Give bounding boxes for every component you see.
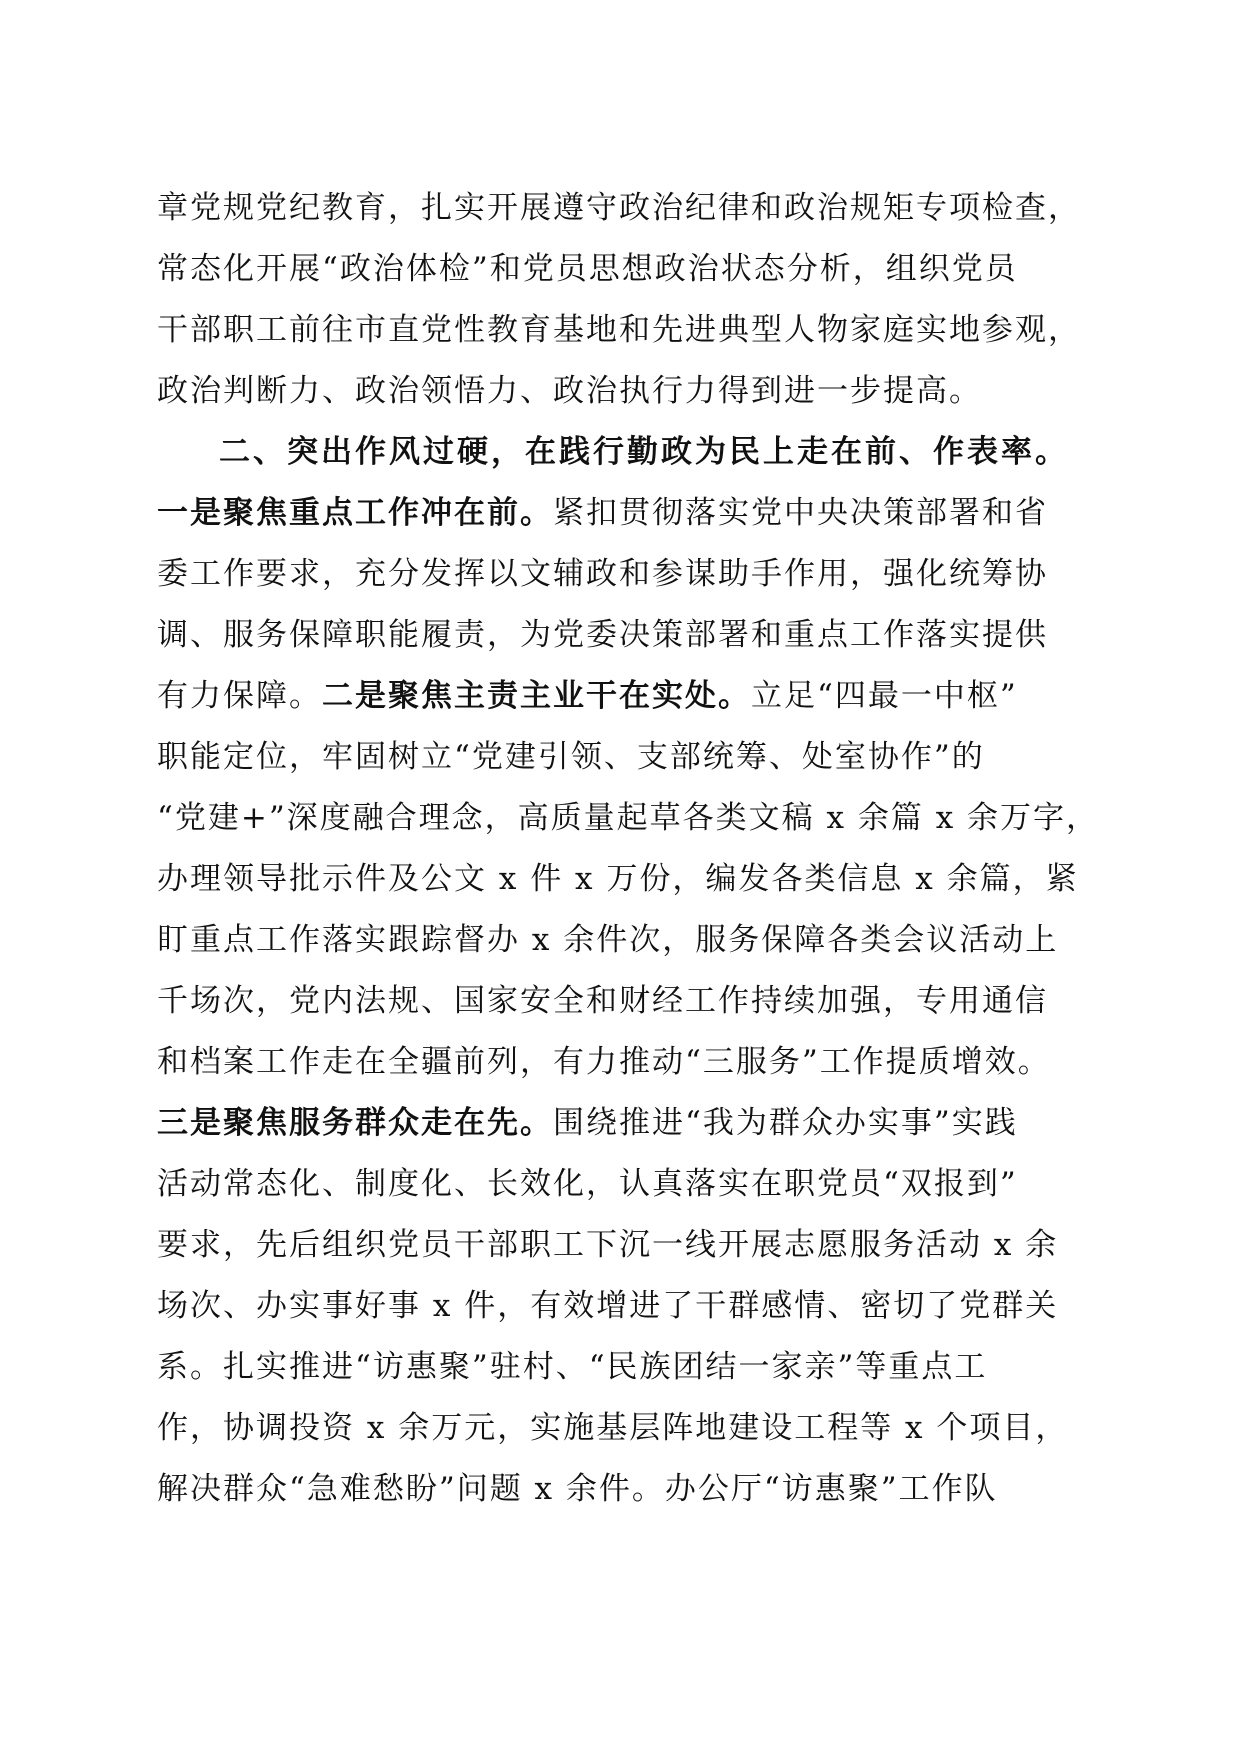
text-run: 调、服务保障职能履责，为党委决策部署和重点工作落实提供	[157, 617, 1048, 653]
text-line	[157, 1337, 1097, 1398]
text-line	[157, 1276, 1097, 1337]
text-run: 政治判断力、政治领悟力、政治执行力得到进一步提高。	[157, 373, 982, 409]
text-line	[157, 361, 1097, 422]
text-run: 常态化开展“政治体检”和党员思想政治状态分析，组织党员	[157, 251, 1018, 287]
text-run: 干部职工前往市直党性教育基地和先进典型人物家庭实地参观，	[157, 312, 1081, 348]
text-line	[157, 605, 1097, 666]
text-run: 章党规党纪教育，扎实开展遵守政治纪律和政治规矩专项检查，	[157, 190, 1081, 226]
text-line	[157, 178, 1097, 239]
text-run: 办理领导批示件及公文 x 件 x 万份，编发各类信息 x 余篇，紧	[157, 861, 1079, 897]
text-run: 场次、办实事好事 x 件，有效增进了干群感情、密切了党群关	[157, 1288, 1059, 1324]
text-line	[157, 1093, 1097, 1154]
text-run: 围绕推进“我为群众办实事”实践	[553, 1105, 1018, 1141]
text-run: 要求，先后组织党员干部职工下沉一线开展志愿服务活动 x 余	[157, 1227, 1059, 1263]
text-line	[157, 300, 1097, 361]
text-line	[157, 788, 1100, 849]
text-line	[157, 483, 1097, 544]
text-run: 活动常态化、制度化、长效化，认真落实在职党员“双报到”	[157, 1166, 1018, 1202]
text-line	[157, 666, 1097, 727]
text-run: 解决群众“急难愁盼”问题 x 余件。办公厅“访惠聚”工作队	[157, 1471, 998, 1507]
text-run: 紧扣贯彻落实党中央决策部署和省	[553, 495, 1048, 531]
text-run: 作，协调投资 x 余万元，实施基层阵地建设工程等 x 个项目，	[157, 1410, 1069, 1446]
text-line	[157, 544, 1097, 605]
text-line	[157, 910, 1097, 971]
text-line	[157, 971, 1097, 1032]
bold-subheading: 一是聚焦重点工作冲在前。	[157, 495, 553, 531]
body-text	[157, 178, 1100, 1520]
text-run: 系。扎实推进“访惠聚”驻村、“民族团结一家亲”等重点工	[157, 1349, 988, 1385]
section-heading	[157, 422, 1097, 483]
text-line	[157, 1032, 1097, 1093]
text-run: 有力保障。	[157, 678, 322, 714]
text-run: 立足“四最一中枢”	[751, 678, 1018, 714]
text-line	[157, 239, 1097, 300]
text-run: 千场次，党内法规、国家安全和财经工作持续加强，专用通信	[157, 983, 1048, 1019]
text-line	[157, 1154, 1097, 1215]
text-line	[157, 1459, 1097, 1520]
text-run: 委工作要求，充分发挥以文辅政和参谋助手作用，强化统筹协	[157, 556, 1048, 592]
section-heading-text: 二、突出作风过硬，在践行勤政为民上走在前、作表率。	[219, 434, 1069, 470]
bold-subheading: 二是聚焦主责主业干在实处。	[322, 678, 751, 714]
text-line	[157, 727, 1097, 788]
text-line	[157, 1215, 1097, 1276]
text-run: “党建+”深度融合理念，高质量起草各类文稿 x 余篇 x 余万字，	[157, 800, 1100, 836]
text-run: 和档案工作走在全疆前列，有力推动“三服务”工作提质增效。	[157, 1044, 1051, 1080]
text-run: 盯重点工作落实跟踪督办 x 余件次，服务保障各类会议活动上	[157, 922, 1059, 958]
text-line	[157, 849, 1097, 910]
text-run: 职能定位，牢固树立“党建引领、支部统筹、处室协作”的	[157, 739, 985, 775]
bold-subheading: 三是聚焦服务群众走在先。	[157, 1105, 553, 1141]
text-line	[157, 1398, 1097, 1459]
